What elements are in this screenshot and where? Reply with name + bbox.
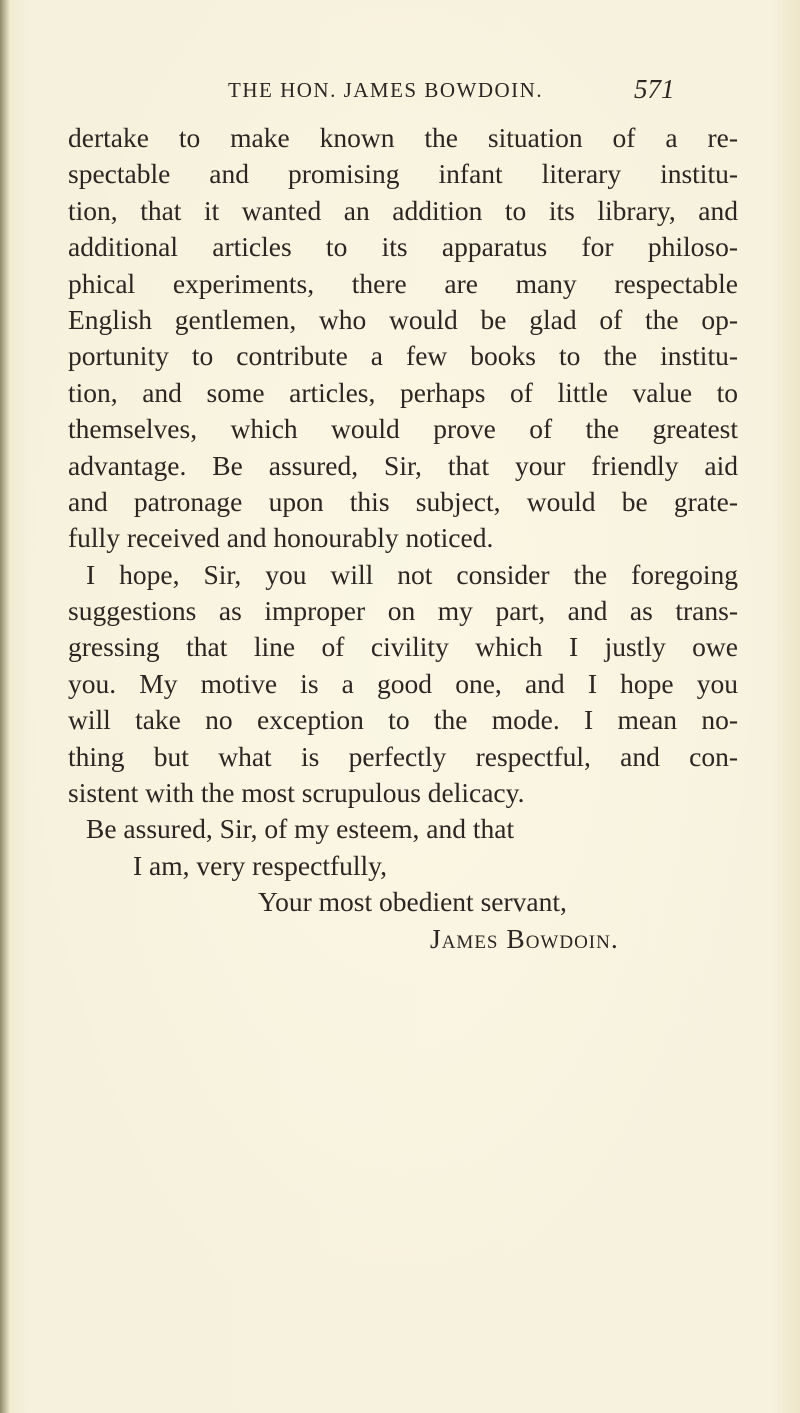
text-line: tion, and some articles, perhaps of little value to <box>68 376 738 408</box>
closing-line: I am, very respectfully, <box>133 849 388 881</box>
text-line: you. My motive is a good one, and I hope you <box>68 667 738 699</box>
text-line: suggestions as improper on my part, and as trans- <box>68 595 738 627</box>
letter-closing <box>68 811 738 957</box>
signature: James Bowdoin. <box>430 922 619 954</box>
letter-body <box>68 120 738 957</box>
text-line: themselves, which would prove of the greatest <box>68 413 738 445</box>
text-line: dertake to make known the situation of a re- <box>68 122 738 153</box>
running-head: THE HON. JAMES BOWDOIN. <box>228 78 544 102</box>
text-line: portunity to contribute a few books to the institu- <box>68 340 738 372</box>
paragraph-1 <box>68 120 738 557</box>
paragraph-2 <box>68 557 738 812</box>
text-line: additional articles to its apparatus for philoso- <box>68 231 738 263</box>
text-line: English gentlemen, who would be glad of the op- <box>68 303 738 335</box>
text-line: tion, that it wanted an addition to its library, and <box>68 194 738 226</box>
text-line: spectable and promising infant literary institu- <box>68 158 738 190</box>
text-line: thing but what is perfectly respectful, and con- <box>68 740 738 772</box>
page-gutter <box>0 0 10 1413</box>
text-line: phical experiments, there are many respectable <box>68 267 738 299</box>
text-line: will take no exception to the mode. I mean no- <box>68 704 738 736</box>
page-header <box>0 74 800 114</box>
text-line: I hope, Sir, you will not consider the foregoing <box>86 558 738 590</box>
page-number: 571 <box>634 74 675 104</box>
text-line: fully received and honourably noticed. <box>68 522 494 554</box>
text-line: and patronage upon this subject, would be grate- <box>68 485 738 517</box>
closing-line: Be assured, Sir, of my esteem, and that <box>86 813 515 845</box>
text-line: advantage. Be assured, Sir, that your friendly aid <box>68 449 738 481</box>
text-line: gressing that line of civility which I justly owe <box>68 631 738 663</box>
closing-line: Your most obedient servant, <box>258 886 567 918</box>
text-line: sistent with the most scrupulous delicacy. <box>68 777 525 809</box>
